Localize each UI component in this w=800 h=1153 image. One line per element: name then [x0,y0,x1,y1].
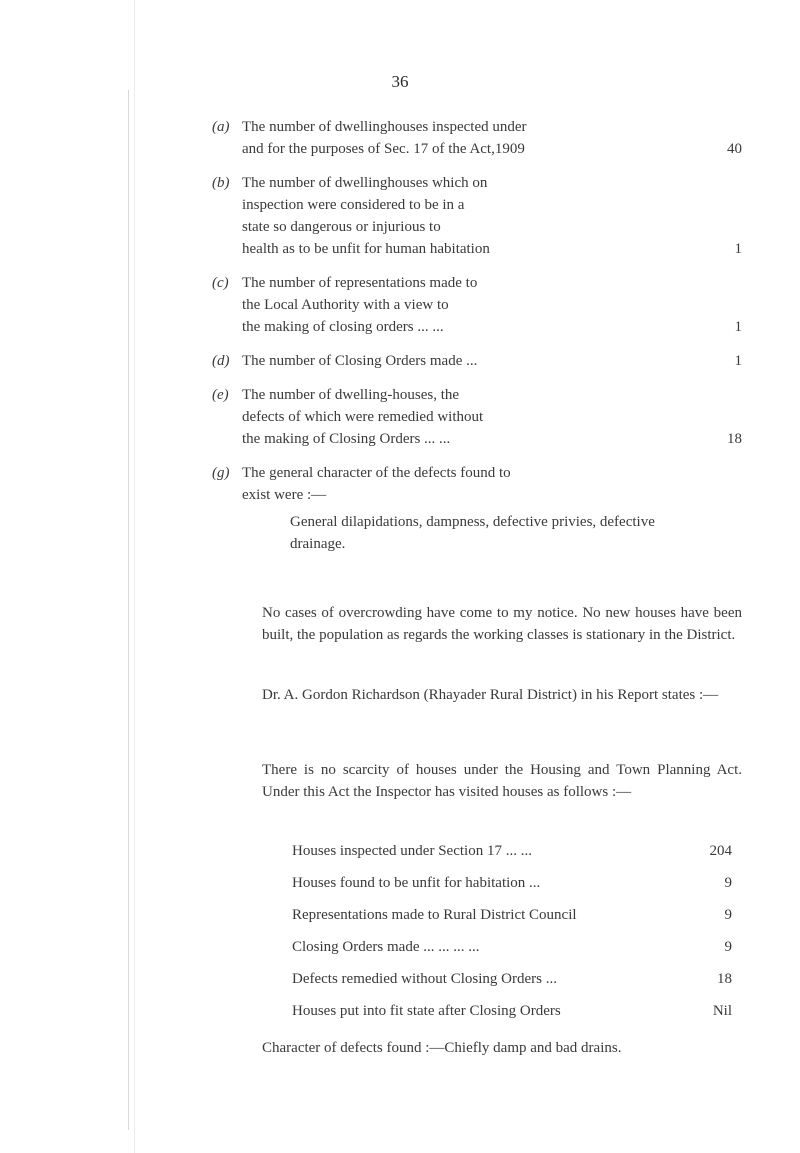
item-line-text: The number of Closing Orders made ... [242,353,478,369]
item-letter: (g) [212,465,230,481]
stat-label: Representations made to Rural District Council [292,907,577,923]
item-line-value [726,116,742,138]
item-line [242,194,742,216]
defects-summary: General dilapidations, dampness, defective privies, defective drainage. [290,514,655,552]
item-line-value: 1 [734,353,742,369]
item-line-value: 1 [734,319,742,335]
stat-label: Houses inspected under Section 17 ... ... [292,843,532,859]
item-line-value [726,406,742,428]
stat-label: Defects remedied without Closing Orders ... [292,971,557,987]
item-line-value: 1 [734,241,742,257]
housing-act-paragraph: There is no scarcity of houses under the Housing and Town Planning Act. Under this Act the Inspector has visited houses as follows :— [262,762,742,800]
item-line-value [726,462,742,484]
item-line [242,428,742,450]
item-line-value [726,172,742,194]
stat-value: Nil [712,1003,732,1019]
item-line-value [726,216,742,238]
item-line-text: The number of dwelling-houses, the [242,387,460,403]
stat-value: 9 [724,907,732,923]
item-line [242,406,742,428]
item-line-text: state so dangerous or injurious to [242,219,441,235]
overcrowding-paragraph: No cases of overcrowding have come to my notice. No new houses have been built, the population as regards the working classes is stationary in the District. [262,605,742,643]
inspection-list [212,116,742,518]
item-line-text: The number of representations made to [242,275,478,291]
item-line-text: inspection were considered to be in a [242,197,465,213]
list-item-g [212,462,742,506]
list-item-b [212,172,742,260]
item-line-text: The number of dwellinghouses inspected under [242,119,527,135]
item-line [242,484,742,506]
item-letter: (d) [212,353,230,369]
page-number: 36 [391,72,409,91]
margin-rule [128,90,129,1130]
item-line [242,316,742,338]
item-line [242,272,742,294]
item-line [242,216,742,238]
stat-row [292,875,732,907]
report-intro-paragraph: Dr. A. Gordon Richardson (Rhayader Rural District) in his Report states :— [262,687,719,703]
list-item-a [212,116,742,160]
stat-value: 9 [724,939,732,955]
item-line-value [726,484,742,506]
inspection-statistics [292,843,732,1035]
binding-margin [0,0,200,1153]
item-line-value [726,384,742,406]
item-line-value [726,294,742,316]
item-letter: (a) [212,119,230,135]
item-line-value [726,272,742,294]
item-line [242,294,742,316]
item-line [242,116,742,138]
margin-rule-faint [134,0,135,1153]
item-line-text: the Local Authority with a view to [242,297,449,313]
list-item-d [212,350,742,372]
item-line-text: The general character of the defects found to [242,465,511,481]
item-line-text: and for the purposes of Sec. 17 of the Act,1909 [242,141,525,157]
stat-value: 9 [724,875,732,891]
stat-row [292,1003,732,1035]
item-line-value: 18 [727,431,742,447]
item-letter: (c) [212,275,229,291]
item-line [242,350,742,372]
item-line-text: The number of dwellinghouses which on [242,175,488,191]
item-letter: (b) [212,175,230,191]
item-line [242,138,742,160]
item-letter: (e) [212,387,229,403]
list-item-c [212,272,742,338]
item-line [242,172,742,194]
stat-label: Closing Orders made ... ... ... ... [292,939,480,955]
item-line-text: the making of closing orders ... ... [242,319,444,335]
item-line-text: the making of Closing Orders ... ... [242,431,451,447]
item-line-text: exist were :— [242,487,327,503]
defects-character-note: Character of defects found :—Chiefly damp and bad drains. [262,1040,622,1056]
stat-label: Houses put into fit state after Closing Orders [292,1003,561,1019]
item-line [242,462,742,484]
item-line-text: defects of which were remedied without [242,409,484,425]
stat-value: 204 [709,843,732,859]
stat-value: 18 [717,971,732,987]
item-line [242,238,742,260]
item-line-value [726,194,742,216]
item-line-value: 40 [727,141,742,157]
item-line-text: health as to be unfit for human habitation [242,241,490,257]
stat-row [292,843,732,875]
stat-label: Houses found to be unfit for habitation ... [292,875,541,891]
list-item-e [212,384,742,450]
item-line [242,384,742,406]
stat-row [292,907,732,939]
stat-row [292,971,732,1003]
stat-row [292,939,732,971]
